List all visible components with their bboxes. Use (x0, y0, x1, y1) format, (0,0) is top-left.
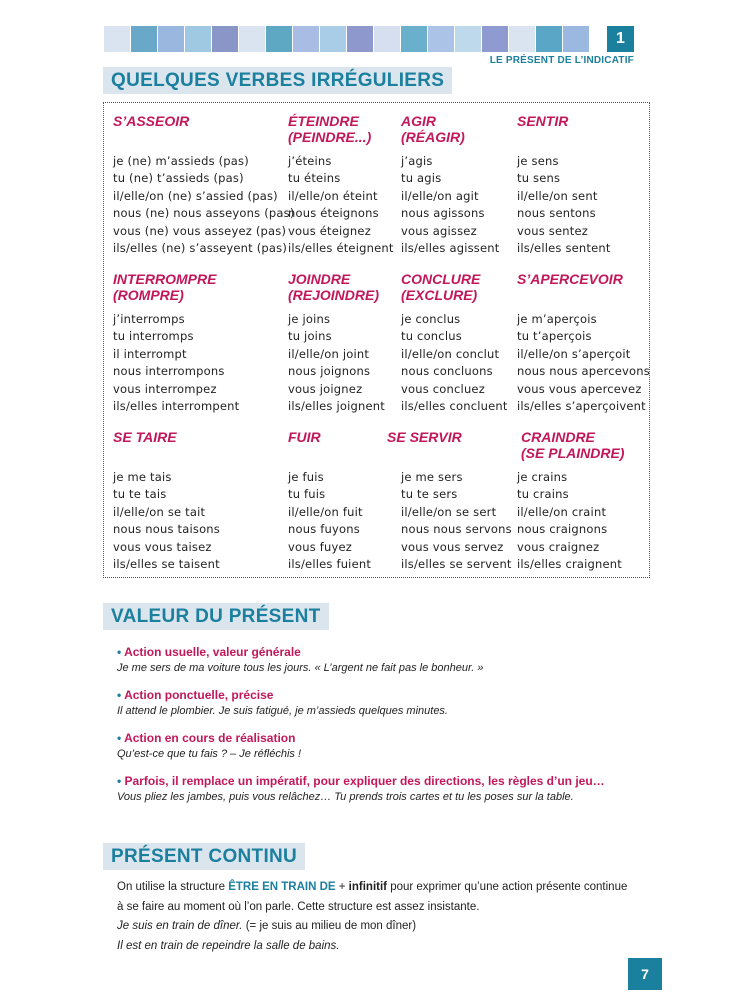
conjugation-list (113, 469, 220, 573)
conjugation-form: il/elle/on se tait (113, 504, 206, 519)
conjugation-form: vous vous taisez (113, 539, 212, 554)
conjugation-form: nous (ne) nous asseyons (pas) (113, 206, 295, 221)
conjugation-form: ils/elles se servent (401, 557, 512, 572)
conjugation-form: nous agissons (401, 206, 485, 221)
verb-heading (288, 271, 379, 303)
bullet: • (117, 731, 122, 745)
conjugation-form: tu te sers (401, 487, 458, 502)
conjugation-form: il interrompt (113, 346, 187, 361)
conjugation-form: nous sentons (517, 206, 596, 221)
usage-heading-text: Action en cours de réalisation (124, 731, 296, 745)
conjugation-list (288, 311, 385, 415)
usage-example: Il attend le plombier. Je suis fatigué, je m’assieds quelques minutes. (117, 705, 448, 717)
header-tile (104, 26, 130, 52)
conjugation-form: vous vous apercevez (517, 381, 642, 396)
running-head: LE PRÉSENT DE L’INDICATIF (489, 55, 634, 66)
verb-infinitive: S’APERCEVOIR (517, 271, 623, 287)
conjugation-form: je me tais (113, 470, 172, 484)
verb-similar: (SE PLAINDRE) (521, 445, 625, 461)
conjugation-form: ils/elles fuient (288, 557, 372, 572)
conjugation-form: tu interromps (113, 329, 194, 344)
usage-example: Je me sers de ma voiture tous les jours. « L’argent ne fait pas le bonheur. » (117, 662, 484, 674)
conjugation-form: je (ne) m’assieds (pas) (113, 154, 249, 168)
header-tile (266, 26, 292, 52)
conjugation-form: j’éteins (288, 154, 332, 168)
conjugation-form: je me sers (401, 470, 463, 484)
conjugation-form: j’agis (401, 154, 433, 168)
conjugation-form: nous joignons (288, 364, 371, 379)
section-title-valeur-du-present: VALEUR DU PRÉSENT (103, 603, 329, 630)
header-tile (509, 26, 535, 52)
conjugation-form: ils/elles joignent (288, 399, 385, 414)
usage-heading (117, 731, 637, 745)
conjugation-form: tu fuis (288, 487, 326, 502)
conjugation-form: tu t’aperçois (517, 329, 592, 344)
verb-similar: (PEINDRE...) (288, 129, 372, 145)
header-tile (482, 26, 508, 52)
conjugation-form: tu te tais (113, 487, 167, 502)
header-tile (401, 26, 427, 52)
header-tile (455, 26, 481, 52)
header-tile (239, 26, 265, 52)
present-continu-body (117, 878, 637, 956)
verb-similar: (REJOINDRE) (288, 287, 380, 303)
conjugation-form: tu conclus (401, 329, 462, 344)
verb-similar: (ROMPRE) (113, 287, 184, 303)
usage-heading-text: Action ponctuelle, précise (124, 688, 274, 702)
conjugation-form: tu joins (288, 329, 332, 344)
conjugation-list (113, 153, 295, 257)
header-color-tiles (104, 26, 590, 52)
conjugation-form: ils/elles interrompent (113, 399, 240, 414)
conjugation-form: tu agis (401, 171, 442, 186)
conjugation-form: nous fuyons (288, 522, 360, 537)
bullet: • (117, 688, 122, 702)
example-2: Il est en train de repeindre la salle de bains. (117, 939, 340, 952)
conjugation-form: tu (ne) t’assieds (pas) (113, 171, 244, 186)
header-tile (347, 26, 373, 52)
verb-infinitive: SE TAIRE (113, 429, 177, 445)
header-tile (185, 26, 211, 52)
conjugation-form: nous nous taisons (113, 522, 220, 537)
conjugation-list (288, 153, 394, 257)
conjugation-form: tu éteins (288, 171, 341, 186)
page-number: 7 (628, 958, 662, 990)
header-tile (212, 26, 238, 52)
conjugation-form: nous concluons (401, 364, 493, 379)
conjugation-form: vous fuyez (288, 539, 353, 554)
verb-infinitive: INTERROMPRE (113, 271, 217, 287)
conjugation-list (113, 311, 239, 415)
verb-infinitive: CRAINDRE (521, 429, 595, 445)
explanation-line-2: à se faire au moment où l’on parle. Cette structure est assez insistante. (117, 900, 480, 913)
verb-heading (401, 271, 480, 303)
header-tile (293, 26, 319, 52)
conjugation-form: je conclus (401, 312, 461, 326)
conjugation-form: vous (ne) vous asseyez (pas) (113, 223, 287, 238)
conjugation-form: ils/elles sentent (517, 241, 611, 256)
verb-infinitive: CONCLURE (401, 271, 481, 287)
verb-similar: (EXCLURE) (401, 287, 478, 303)
conjugation-form: nous nous servons (401, 522, 512, 537)
header-tile (320, 26, 346, 52)
verb-infinitive: JOINDRE (288, 271, 351, 287)
conjugation-form: vous vous servez (401, 539, 504, 554)
header-tile (374, 26, 400, 52)
conjugation-form: il/elle/on s’aperçoit (517, 346, 631, 361)
conjugation-form: ils/elles (ne) s’asseyent (pas) (113, 241, 288, 256)
verb-infinitive: SENTIR (517, 113, 569, 129)
chapter-number: 1 (607, 26, 634, 52)
conjugation-form: vous joignez (288, 381, 363, 396)
conjugation-form: il/elle/on fuit (288, 504, 363, 519)
bullet: • (117, 774, 122, 788)
conjugation-form: il/elle/on agit (401, 188, 479, 203)
verb-heading (113, 113, 189, 129)
irregular-verbs-box (103, 102, 650, 578)
conjugation-form: il/elle/on joint (288, 346, 370, 361)
keyword-infinitif: infinitif (348, 881, 387, 893)
conjugation-form: ils/elles s’aperçoivent (517, 399, 646, 414)
conjugation-list (517, 469, 622, 573)
conjugation-form: ils/elles agissent (401, 241, 500, 256)
usage-heading-text: Action usuelle, valeur générale (124, 645, 301, 659)
conjugation-form: je crains (517, 470, 568, 484)
header-tile (563, 26, 589, 52)
verb-infinitive: S’ASSEOIR (113, 113, 190, 129)
verb-heading (521, 429, 624, 461)
header-tile (428, 26, 454, 52)
verb-heading (401, 113, 465, 145)
conjugation-form: tu sens (517, 171, 561, 186)
verb-infinitive: SE SERVIR (387, 429, 462, 445)
usage-item (117, 731, 637, 760)
usage-item (117, 688, 637, 717)
conjugation-form: nous nous apercevons (517, 364, 650, 379)
verb-heading (113, 429, 177, 445)
conjugation-list (401, 153, 499, 257)
conjugation-form: je sens (517, 154, 559, 168)
section-title-present-continu: PRÉSENT CONTINU (103, 843, 305, 870)
conjugation-form: il/elle/on éteint (288, 188, 378, 203)
verb-heading (288, 113, 371, 145)
conjugation-form: vous interrompez (113, 381, 217, 396)
conjugation-form: vous craignez (517, 539, 600, 554)
verb-infinitive: FUIR (288, 429, 321, 445)
verb-infinitive: ÉTEINDRE (288, 113, 359, 129)
conjugation-form: il/elle/on se sert (401, 504, 497, 519)
usage-example: Qu’est-ce que tu fais ? – Je réfléchis ! (117, 748, 302, 760)
verb-heading (288, 429, 321, 445)
conjugation-list (288, 469, 371, 573)
conjugation-form: ils/elles éteignent (288, 241, 394, 256)
conjugation-form: il/elle/on sent (517, 188, 598, 203)
conjugation-form: nous interrompons (113, 364, 225, 379)
verb-heading (387, 429, 462, 445)
usage-example: Vous pliez les jambes, puis vous relâchez… Tu prends trois cartes et tu les poses sur la table. (117, 791, 574, 803)
usage-heading-text: Parfois, il remplace un impératif, pour expliquer des directions, les règles d’un jeu… (124, 774, 605, 788)
conjugation-list (517, 153, 611, 257)
conjugation-list (401, 469, 512, 573)
usage-item (117, 774, 637, 803)
conjugation-form: tu crains (517, 487, 569, 502)
usage-item (117, 645, 637, 674)
conjugation-form: il/elle/on (ne) s’assied (pas) (113, 188, 278, 203)
conjugation-form: je m’aperçois (517, 312, 597, 326)
section-title-irregular-verbs: QUELQUES VERBES IRRÉGULIERS (103, 67, 452, 94)
conjugation-form: je joins (288, 312, 331, 326)
conjugation-list (517, 311, 650, 415)
conjugation-form: nous éteignons (288, 206, 379, 221)
conjugation-form: ils/elles se taisent (113, 557, 220, 572)
conjugation-list (401, 311, 508, 415)
example-1: Je suis en train de dîner. (= je suis au milieu de mon dîner) (117, 920, 417, 932)
conjugation-form: ils/elles concluent (401, 399, 508, 414)
keyword-etre-en-train-de: ÊTRE EN TRAIN DE (228, 881, 336, 893)
conjugation-form: nous craignons (517, 522, 608, 537)
explanation-line-1: On utilise la structure ÊTRE EN TRAIN DE + infinitif pour exprimer qu’une action présente continue (117, 881, 628, 893)
usage-heading (117, 688, 637, 702)
verb-heading (113, 271, 216, 303)
conjugation-form: je fuis (288, 470, 324, 484)
usage-heading (117, 774, 637, 788)
header-tile (536, 26, 562, 52)
conjugation-form: il/elle/on craint (517, 504, 607, 519)
conjugation-form: vous éteignez (288, 223, 371, 238)
verb-heading (517, 113, 568, 129)
header-tile (158, 26, 184, 52)
verb-similar: (RÉAGIR) (401, 129, 465, 145)
usage-heading (117, 645, 637, 659)
conjugation-form: ils/elles craignent (517, 557, 622, 572)
conjugation-form: j’interromps (113, 312, 185, 326)
verb-heading (517, 271, 623, 287)
header-tile (131, 26, 157, 52)
conjugation-form: il/elle/on conclut (401, 346, 500, 361)
conjugation-form: vous agissez (401, 223, 477, 238)
conjugation-form: vous sentez (517, 223, 588, 238)
bullet: • (117, 645, 122, 659)
conjugation-form: vous concluez (401, 381, 485, 396)
verb-infinitive: AGIR (401, 113, 436, 129)
